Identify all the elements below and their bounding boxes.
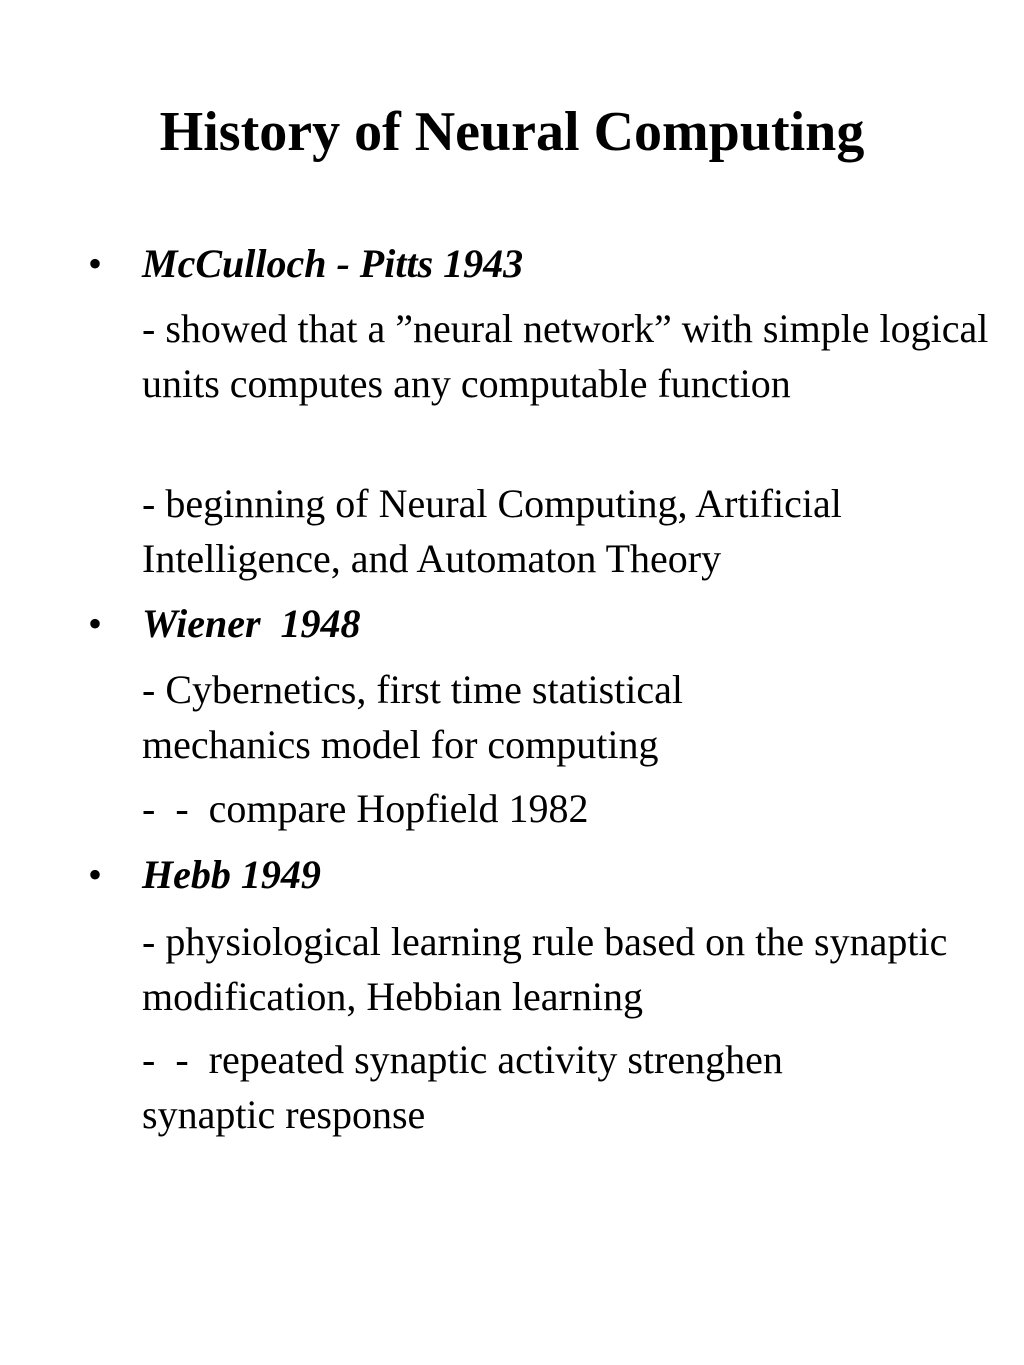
bullet-dot-icon: • (88, 601, 103, 646)
sub-point: - physiological learning rule based on the synaptic modification, Hebbian learning (142, 919, 958, 1019)
sub-point: - showed that a ”neural network” with simple logical units computes any computable function (142, 306, 999, 406)
bullet-heading: Hebb 1949 (142, 852, 321, 897)
sub-point: - - compare Hopfield 1982 (142, 786, 589, 831)
sub-point: - beginning of Neural Computing, Artificial Intelligence, and Automaton Theory (142, 481, 852, 581)
slide-title: History of Neural Computing (159, 101, 865, 163)
sub-point: - - repeated synaptic activity strenghen synaptic response (142, 1037, 793, 1137)
bullet-heading: Wiener 1948 (142, 601, 361, 646)
bullet-heading: McCulloch - Pitts 1943 (142, 241, 524, 286)
sub-point: - Cybernetics, first time statistical mechanics model for computing (142, 667, 693, 767)
bullet-dot-icon: • (88, 852, 103, 897)
bullet-dot-icon: • (88, 241, 103, 286)
